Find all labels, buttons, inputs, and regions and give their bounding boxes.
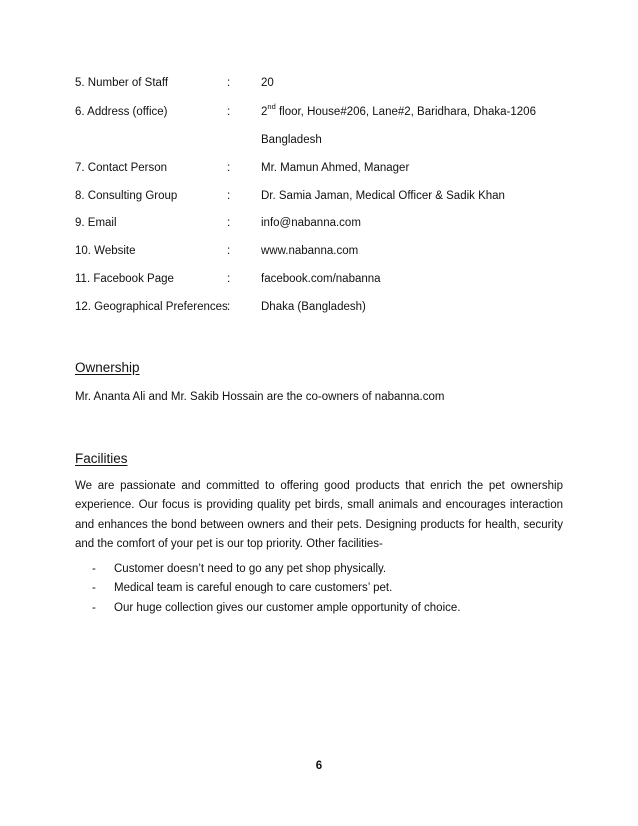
bullet-dash: - [92,563,96,575]
info-value: 20 [261,77,274,89]
page-number: 6 [315,760,323,772]
info-value: facebook.com/nabanna [261,273,381,285]
info-label: 8. Consulting Group [75,190,178,202]
info-label: 7. Contact Person [75,162,168,174]
facilities-text: We are passionate and committed to offering good products that enrich the pet ownership experience. Our focus is providing quality pet birds, small animals and encourages interaction and enhances the bond between owners and their pets. Designing products for health, security and the comfort of your pet is our top priority. Other facilities- [75,480,563,550]
list-item-text: Our huge collection gives our customer ample opportunity of choice. [114,601,461,614]
list-item [92,560,460,579]
info-colon: : [227,77,231,89]
bullet-dash: - [92,601,96,614]
info-value-address [261,102,536,119]
address-floor-number: 2 [261,106,268,118]
info-label: 11. Facebook Page [75,273,174,285]
info-colon: : [227,217,231,229]
facilities-heading: Facilities [75,451,128,466]
info-colon: : [227,190,231,202]
info-colon: : [227,245,231,257]
facilities-list [92,560,460,618]
list-item-text: Medical team is careful enough to care customers’ pet. [114,582,393,595]
info-label: 9. Email [75,217,117,229]
info-value-address-line2: Bangladesh [261,134,322,146]
list-item [92,599,460,618]
info-value: Dr. Samia Jaman, Medical Officer & Sadik Khan [261,190,505,202]
ownership-text: Mr. Ananta Ali and Mr. Sakib Hossain are the co-owners of nabanna.com [75,391,445,403]
info-colon: : [227,301,231,313]
info-colon: : [227,162,231,174]
info-value: Dhaka (Bangladesh) [261,301,366,313]
info-label: 12. Geographical Preferences [75,301,228,313]
info-value: Mr. Mamun Ahmed, Manager [261,162,410,174]
info-label: 10. Website [75,245,136,257]
bullet-dash: - [92,582,96,595]
address-floor-suffix: nd [267,102,276,112]
info-colon: : [227,273,231,285]
list-item [92,579,460,598]
address-rest: floor, House#206, Lane#2, Baridhara, Dhaka-1206 [275,106,536,118]
info-colon: : [227,106,231,118]
ownership-heading: Ownership [75,360,140,375]
info-value: info@nabanna.com [261,217,361,229]
info-label: 5. Number of Staff [75,77,169,89]
list-item-text: Customer doesn’t need to go any pet shop physically. [114,563,387,575]
info-label: 6. Address (office) [75,106,168,118]
info-value: www.nabanna.com [261,245,359,257]
